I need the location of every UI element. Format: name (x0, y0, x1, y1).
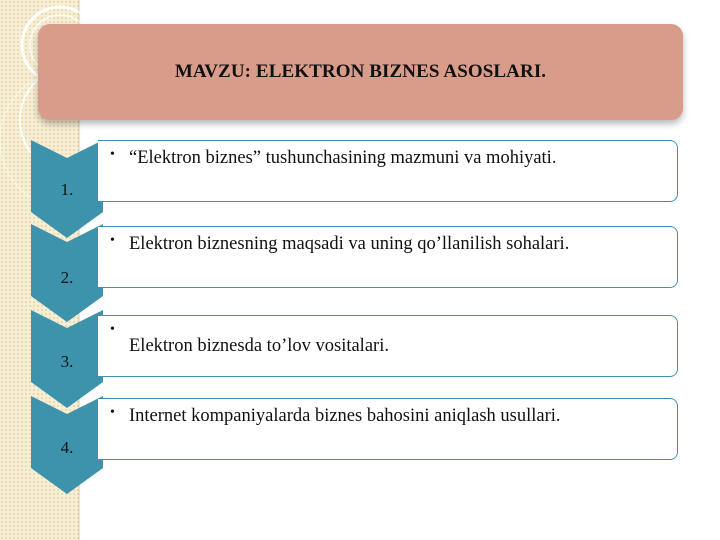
list-item (98, 226, 678, 288)
item-text: Elektron biznesda to’lov vositalari. (129, 336, 389, 356)
title-banner (38, 24, 683, 120)
list-item (98, 140, 678, 202)
list-item (98, 398, 678, 460)
bullet-icon: • (110, 322, 115, 337)
item-number: 3. (60, 352, 74, 371)
slide-title: MAVZU: ELEKTRON BIZNES ASOSLARI. (174, 61, 547, 82)
bullet-icon: • (110, 147, 115, 162)
item-text: Elektron biznesning maqsadi va uning qo’llanilish sohalari. (129, 234, 570, 254)
chevron-3 (31, 310, 103, 408)
item-text: Internet kompaniyalarda biznes bahosini aniqlash usullari. (129, 406, 561, 426)
item-number: 1. (60, 180, 74, 199)
chevron-4 (31, 396, 103, 494)
bullet-icon: • (110, 233, 115, 248)
chevron-2 (31, 224, 103, 322)
item-number: 4. (60, 438, 74, 457)
item-number: 2. (60, 268, 74, 287)
list-item (98, 315, 678, 377)
bullet-icon: • (110, 405, 115, 420)
item-text: “Elektron biznes” tushunchasining mazmuni va mohiyati. (129, 148, 557, 168)
